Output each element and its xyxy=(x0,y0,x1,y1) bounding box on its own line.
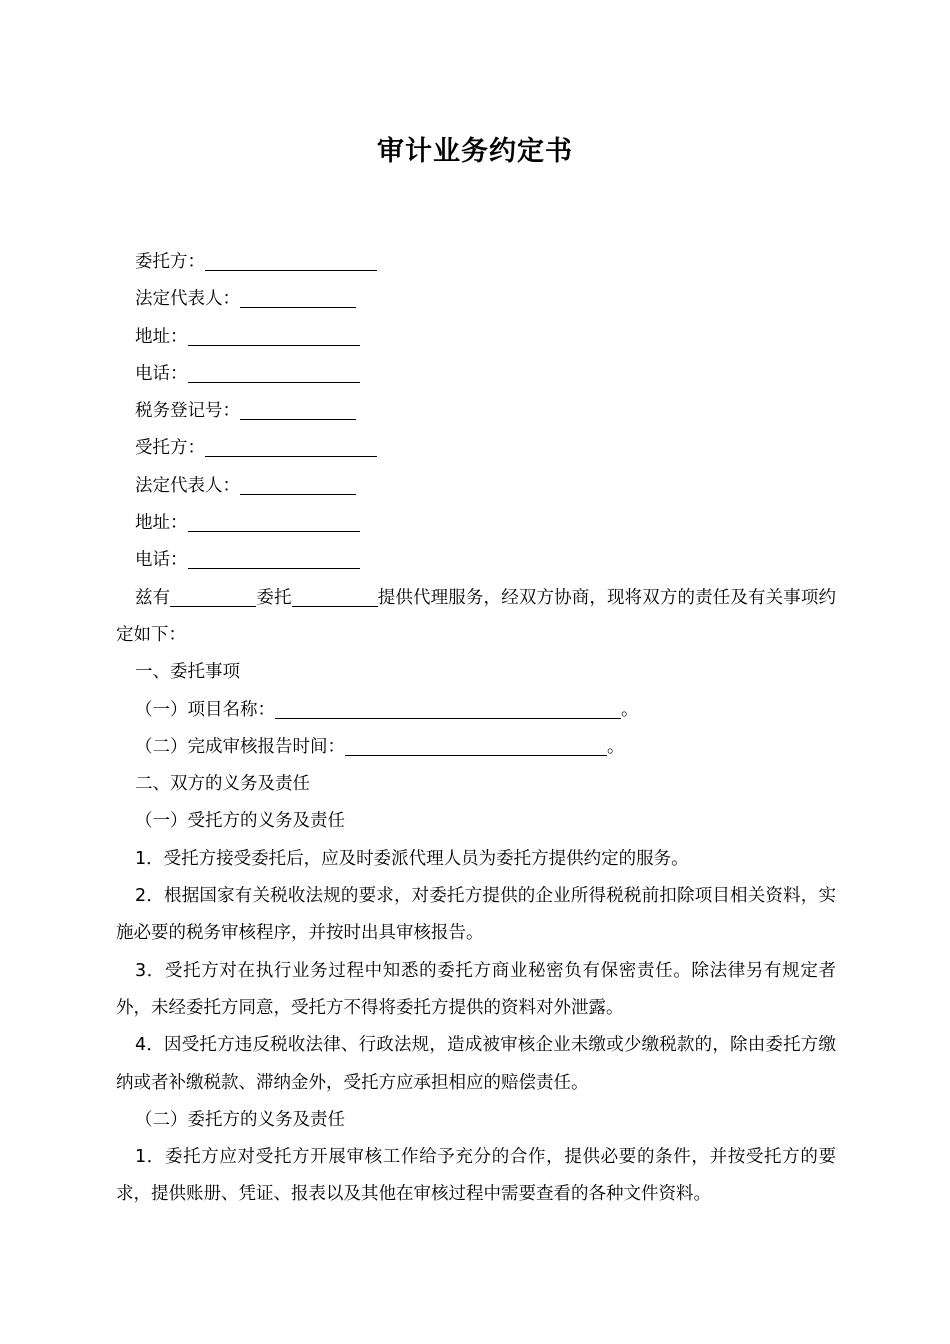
field-label: 电话： xyxy=(135,550,188,571)
field-label: 税务登记号： xyxy=(135,401,240,422)
party-field-agent-representative xyxy=(116,468,836,505)
party-field-tax-registration xyxy=(116,393,836,430)
document-body xyxy=(116,244,836,1214)
fill-blank[interactable] xyxy=(205,252,377,271)
party-field-client xyxy=(116,244,836,281)
section-heading: 二、双方的义务及责任 xyxy=(135,774,310,795)
report-deadline-field: （二）完成审核报告时间： 。 xyxy=(135,736,625,757)
fill-blank[interactable] xyxy=(240,476,356,495)
document-title: 审计业务约定书 xyxy=(377,136,573,167)
intro-paragraph: 兹有 委托 提供代理服务，经双方协商，现将双方的责任及有关事项约定如下： xyxy=(116,587,837,645)
subsection-heading: （二）委托方的义务及责任 xyxy=(135,1109,345,1130)
fill-blank[interactable] xyxy=(188,364,360,383)
subsection-heading: （一）受托方的义务及责任 xyxy=(135,811,345,832)
clause-paragraph: 1．受托方接受委托后，应及时委派代理人员为委托方提供约定的服务。 xyxy=(135,848,689,869)
field-label: 法定代表人： xyxy=(135,289,240,310)
fill-blank[interactable] xyxy=(170,588,256,607)
field-label: 电话： xyxy=(135,363,188,384)
party-field-client-phone xyxy=(116,356,836,393)
fill-blank[interactable] xyxy=(188,513,360,532)
field-label: 地址： xyxy=(135,513,188,534)
fill-blank[interactable] xyxy=(275,700,621,719)
party-field-agent-address xyxy=(116,505,836,542)
field-label: 委托方： xyxy=(135,252,205,272)
fill-blank[interactable] xyxy=(188,550,360,569)
fill-blank[interactable] xyxy=(345,737,607,756)
clause-paragraph: 1．委托方应对受托方开展审核工作给予充分的合作，提供必要的条件，并按受托方的要求，提供账册、凭证、报表以及其他在审核过程中需要查看的各种文件资料。 xyxy=(116,1147,836,1205)
fill-blank[interactable] xyxy=(240,289,356,308)
field-label: 受托方： xyxy=(135,438,205,459)
party-field-agent xyxy=(116,430,836,467)
fill-blank[interactable] xyxy=(292,588,378,607)
fill-blank[interactable] xyxy=(188,327,360,346)
party-field-client-address xyxy=(116,319,836,356)
clause-paragraph: 3．受托方对在执行业务过程中知悉的委托方商业秘密负有保密责任。除法律另有规定者外，未经委托方同意，受托方不得将委托方提供的资料对外泄露。 xyxy=(116,960,836,1018)
project-name-field: （一）项目名称： 。 xyxy=(135,699,639,720)
field-label: 地址： xyxy=(135,326,188,347)
clause-paragraph: 4．因受托方违反税收法律、行政法规，造成被审核企业未缴或少缴税款的，除由委托方缴纳或者补缴税款、滞纳金外，受托方应承担相应的赔偿责任。 xyxy=(116,1035,836,1093)
party-field-client-representative xyxy=(116,281,836,318)
field-label: 法定代表人： xyxy=(135,475,240,496)
party-field-agent-phone xyxy=(116,542,836,579)
section-heading: 一、委托事项 xyxy=(135,662,240,683)
fill-blank[interactable] xyxy=(205,438,377,457)
clause-paragraph: 2．根据国家有关税收法规的要求，对委托方提供的企业所得税税前扣除项目相关资料，实施必要的税务审核程序，并按时出具审核报告。 xyxy=(116,886,836,944)
fill-blank[interactable] xyxy=(240,401,356,420)
